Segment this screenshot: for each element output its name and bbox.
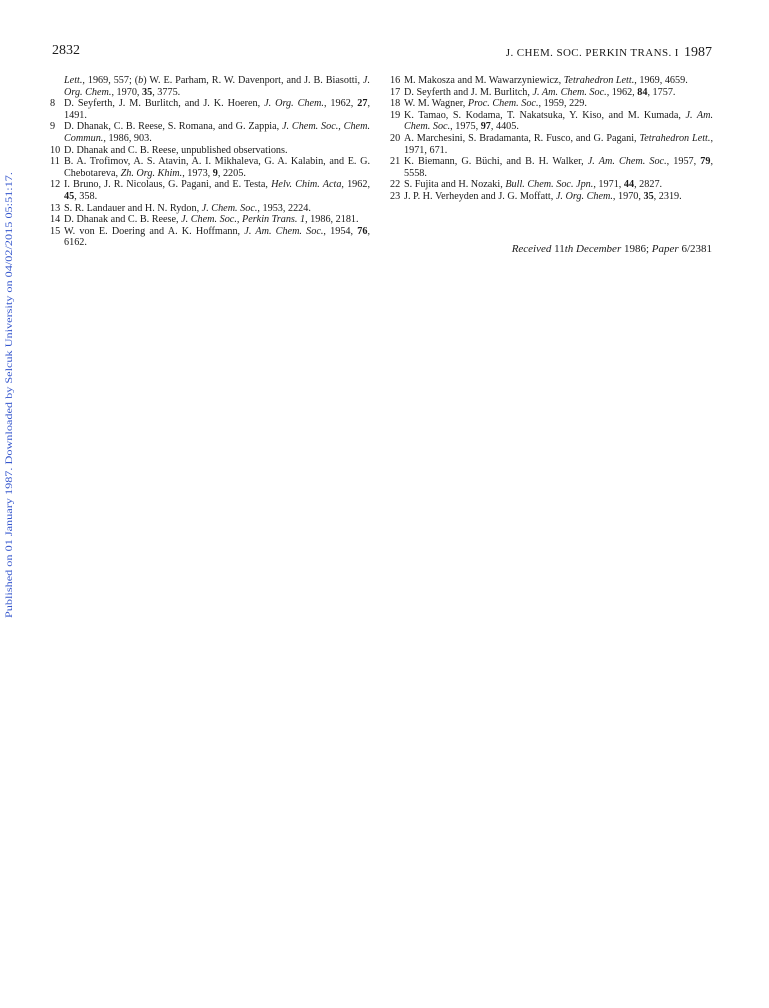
download-watermark (3, 170, 15, 620)
reference-11: 11 B. A. Trofimov, A. S. Atavin, A. I. Mikhaleva, G. A. Kalabin, and E. G. Chebotareva, Zh. Org. Khim., 1973, 9, 2205. (50, 156, 370, 179)
reference-12: 12 I. Bruno, J. R. Nicolaus, G. Pagani, and E. Testa, Helv. Chim. Acta, 1962, 45, 358. (50, 179, 371, 202)
reference-19: 19 K. Tamao, S. Kodama, T. Nakatsuka, Y. Kiso, and M. Kumada, J. Am. Chem. Soc., 1975, 97, 4405. (390, 109, 713, 133)
reference-10: 10 D. Dhanak and C. B. Reese, unpublished observations. (50, 144, 288, 156)
watermark-text: Published on 01 January 1987. Downloaded by Selcuk University on 04/02/2015 05:51:17. (5, 278, 15, 618)
reference-8: 8 D. Seyferth, J. M. Burlitch, and J. K. Hoeren, J. Org. Chem., 1962, 27, 1491. (50, 98, 371, 121)
reference-18: 18 W. M. Wagner, Proc. Chem. Soc., 1959, 229. (390, 98, 587, 110)
reference-20: 20 A. Marchesini, S. Bradamanta, R. Fusco, and G. Pagani, Tetrahedron Lett., 1971, 671. (390, 132, 713, 156)
reference-17: 17 D. Seyferth and J. M. Burlitch, J. Am. Chem. Soc., 1962, 84, 1757. (390, 86, 676, 98)
reference-14: 14 D. Dhanak and C. B. Reese, J. Chem. Soc., Perkin Trans. 1, 1986, 2181. (50, 214, 359, 226)
reference-22: 22 S. Fujita and H. Nozaki, Bull. Chem. Soc. Jpn., 1971, 44, 2827. (390, 179, 663, 191)
reference-23: 23 J. P. H. Verheyden and J. G. Moffatt, J. Org. Chem., 1970, 35, 2319. (390, 190, 682, 202)
journal-name: J. CHEM. SOC. PERKIN TRANS. I (505, 47, 679, 59)
reference-continuation: Lett., 1969, 557; (b) W. E. Parham, R. W. Davenport, and J. B. Biasotti, J. Org. Chem., 1970, 35, 3775. (64, 75, 370, 98)
reference-13: 13 S. R. Landauer and H. N. Rydon, J. Chem. Soc., 1953, 2224. (50, 202, 311, 214)
page-number: 2832 (52, 43, 80, 58)
reference-15: 15 W. von E. Doering and A. K. Hoffmann, J. Am. Chem. Soc., 1954, 76, 6162. (50, 225, 370, 249)
received-line: Received 11th December 1986; Paper 6/2381 (511, 243, 712, 255)
references-right-column (392, 75, 713, 203)
running-head (506, 45, 712, 61)
reference-21: 21 K. Biemann, G. Büchi, and B. H. Walker, J. Am. Chem. Soc., 1957, 79, 5558. (390, 156, 713, 179)
references-left-column (52, 75, 370, 249)
reference-16: 16 M. Makosza and M. Wawarzyniewicz, Tetrahedron Lett., 1969, 4659. (390, 75, 688, 86)
journal-year: 1987 (684, 45, 712, 60)
reference-9: 9 D. Dhanak, C. B. Reese, S. Romana, and G. Zappia, J. Chem. Soc., Chem. Commun., 1986, 903. (50, 121, 370, 144)
